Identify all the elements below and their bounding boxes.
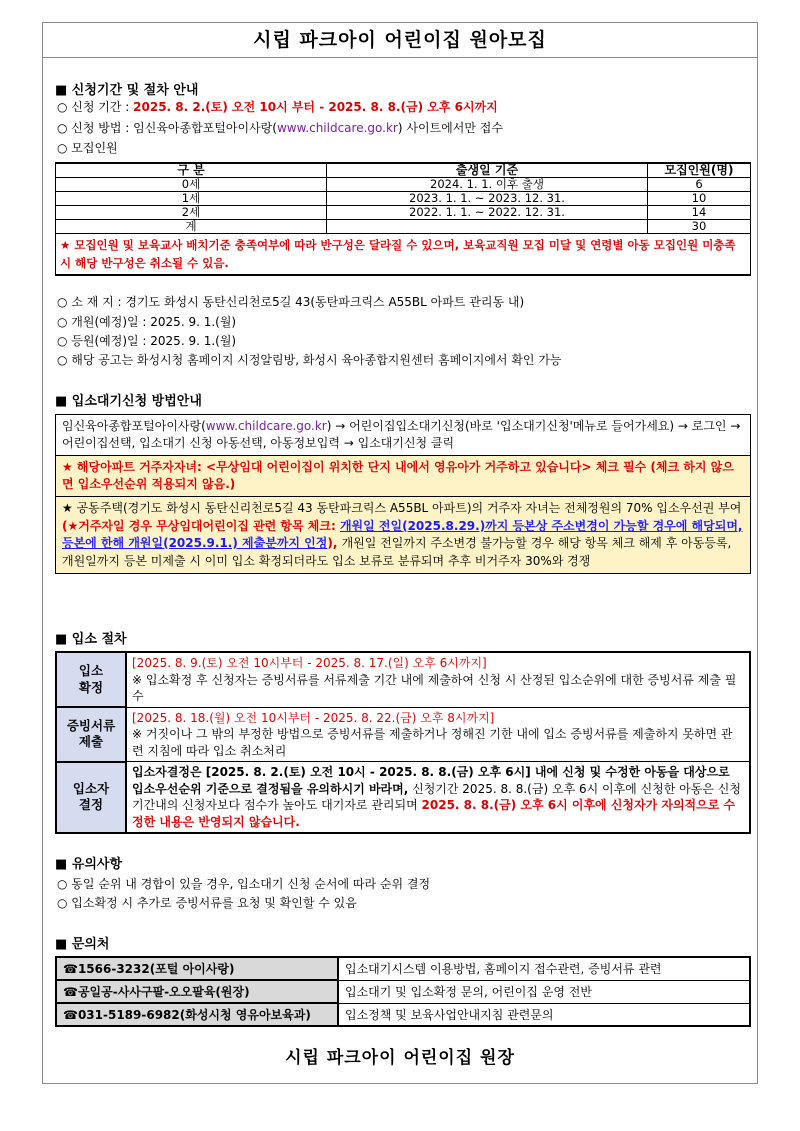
caution-item: ○ 입소확정 시 추가로 증빙서류를 요청 및 확인할 수 있음	[57, 896, 357, 910]
footer-signature: 시립 파크아이 어린이집 원장	[285, 1048, 515, 1068]
header-birthdate: 출생일 기준	[327, 163, 648, 178]
step-rest: ) → 어린이집입소대기신청(바로 '입소대기신청'메뉴로 들어가세요) → 로그인 → 어린이집선택, 입소대기 신청 아동선택, 아동정보입력 → 입소대기신청 클릭	[62, 419, 741, 450]
cell-quota: 14	[648, 206, 751, 220]
step-prefix: 임신육아종합포털아이사랑(	[62, 419, 206, 433]
decision-red: 2025. 8. 8.(금) 오후 6시 이후에 신청자가 자의적으로 수정한 내용은 반영되지 않습니다.	[132, 798, 736, 829]
address-line: ○ 소 재 지 : 경기도 화성시 동탄신리천로5길 43(동탄파크릭스 A55BL 아파트 관리동 내)	[57, 295, 525, 309]
quota-label: ○ 모집인원	[57, 141, 118, 155]
decision-bold: 입소자결정은 [2025. 8. 2.(토) 오전 10시 - 2025. 8. 8.(금) 오후 6시] 내에 신청 및 수정한 아동을 대상으로 입소우선순위 기준으로 결정됨을 유의하시기 바라며,	[132, 765, 730, 796]
cell-birthdate: 2024. 1. 1. 이후 출생	[327, 178, 648, 192]
confirm-desc: ※ 입소확정 후 신청자는 증빙서류를 서류제출 기간 내에 제출하여 신청 시 산정된 입소순위에 대한 증빙서류 제출 필수	[132, 672, 737, 703]
childcare-link[interactable]: www.childcare.go.kr	[276, 121, 398, 135]
cell-total-label: 계	[56, 220, 327, 234]
documents-date: [2025. 8. 18.(월) 오전 10시부터 - 2025. 8. 22.(금) 오후 8시까지]	[132, 710, 495, 725]
documents-desc: ※ 거짓이나 그 밖의 부정한 방법으로 증빙서류를 제출하거나 정해진 기한 내에 입소 증빙서류를 제출하지 못하면 관련 지침에 따라 입소 취소처리	[132, 727, 733, 758]
content-documents	[126, 707, 750, 762]
cell-quota: 10	[648, 192, 751, 206]
notice-page	[42, 22, 758, 1084]
method-tail: ) 사이트에서만 접수	[397, 121, 503, 135]
quota-header-row	[56, 163, 751, 178]
header-category: 구 분	[56, 163, 327, 178]
table-row	[56, 192, 751, 206]
table-row	[56, 178, 751, 192]
label-documents: 증빙서류 제출	[56, 707, 126, 762]
header-quota: 모집인원(명)	[648, 163, 751, 178]
resident-priority-note	[56, 497, 750, 573]
period-value: 2025. 8. 2.(토) 오전 10시 부터 - 2025. 8. 8.(금) 오후 6시까지	[133, 100, 498, 114]
attend-date-line: ○ 등원(예정)일 : 2025. 9. 1.(월)	[57, 334, 237, 348]
quota-table	[55, 162, 751, 276]
priority-tail: 개원일 전일까지 주소변경 불가능할 경우 해당 항목 체크 해제 후 아동등록, 개원일까지 등본 미제출 시 이미 입소 확정되더라도 입소 보류로 분류되며 추후 비거주자 30%와 경쟁	[62, 536, 732, 568]
contact-phone: ☎031-5189-6982(화성시청 영유아보육과)	[56, 1003, 338, 1026]
open-date-line: ○ 개원(예정)일 : 2025. 9. 1.(월)	[57, 315, 237, 329]
contact-phone: ☎공일공-사사구팔-오오팔육(원장)	[56, 980, 338, 1003]
label-decision: 입소자 결정	[56, 762, 126, 834]
decision-plain: 신청기간 2025. 8. 8.(금) 오후 6시 이후에 신청한 아동은 신청기간내의 신청자보다 점수가 높아도 대기자로 관리되며	[132, 781, 741, 812]
contact-table	[55, 956, 751, 1027]
contact-topic: 입소대기시스템 이용방법, 홈페이지 접수관련, 증빙서류 관련	[338, 957, 750, 980]
contact-topic: 입소정책 및 보육사업안내지침 관련문의	[338, 1003, 750, 1026]
section-heading-contact: ■ 문의처	[55, 937, 110, 952]
method-label: ○ 신청 방법 : 임신육아종합포털아이사랑(	[57, 121, 277, 135]
contact-row	[56, 957, 750, 980]
page-title: 시립 파크아이 어린이집 원아모집	[43, 23, 757, 58]
cell-age: 1세	[56, 192, 327, 206]
priority-check-text: (★거주자일 경우 무상임대어린이집 관련 항목 체크:	[62, 518, 340, 533]
waitlist-steps	[56, 415, 750, 456]
table-row	[56, 206, 751, 220]
priority-address-note: 개원일 전일(2025.8.29.)까지 등본상 주소변경이 가능할 경우에 해당되며, 등본에 한해 개원일(2025.9.1.) 제출분까지 인정	[62, 518, 743, 550]
content-decision	[126, 762, 750, 834]
contact-topic: 입소대기 및 입소확정 문의, 어린이집 운영 전반	[338, 980, 750, 1003]
content-confirm	[126, 652, 750, 707]
notice-line: ○ 해당 공고는 화성시청 홈페이지 시정알림방, 화성시 육아종합지원센터 홈페이지에서 확인 가능	[57, 353, 562, 367]
cell-quota: 6	[648, 178, 751, 192]
label-confirm: 입소 확정	[56, 652, 126, 707]
application-period	[57, 98, 498, 115]
procedure-row-decision	[56, 762, 750, 834]
waitlist-box	[55, 414, 751, 574]
cell-empty	[327, 220, 648, 234]
section-heading-waitlist: ■ 입소대기신청 방법안내	[55, 394, 202, 409]
confirm-date: [2025. 8. 9.(토) 오전 10시부터 - 2025. 8. 17.(일) 오후 6시까지]	[132, 656, 487, 670]
caution-item: ○ 동일 순위 내 경합이 있을 경우, 입소대기 신청 순서에 따라 순위 결정	[57, 877, 431, 891]
cell-age: 2세	[56, 206, 327, 220]
procedure-row-documents	[56, 707, 750, 762]
table-row-total	[56, 220, 751, 234]
period-label: ○ 신청 기간 :	[57, 100, 134, 114]
childcare-link-2[interactable]: www.childcare.go.kr	[205, 419, 327, 433]
priority-text: ★ 공동주택(경기도 화성시 동탄신리천로5길 43 동탄파크릭스 A55BL 아파트)의 거주자 자녀는 전체정원의 70% 입소우선권 부여	[62, 501, 742, 515]
procedure-row-confirm	[56, 652, 750, 707]
application-method	[57, 119, 503, 136]
priority-close: ),	[327, 536, 342, 550]
contact-phone: ☎1566-3232(포털 아이사랑)	[56, 957, 338, 980]
procedure-table	[55, 651, 751, 834]
cell-total-quota: 30	[648, 220, 751, 234]
cell-birthdate: 2022. 1. 1. ~ 2022. 12. 31.	[327, 206, 648, 220]
section-heading-application: ■ 신청기간 및 절차 안내	[55, 83, 199, 98]
contact-row	[56, 980, 750, 1003]
quota-note-row	[56, 234, 751, 276]
quota-note: ★ 모집인원 및 보육교사 배치기준 충족여부에 따라 반구성은 달라질 수 있으며, 보육교직원 모집 미달 및 연령별 아동 모집인원 미충족시 해당 반구성은 취소될 수 있음.	[56, 234, 751, 276]
section-heading-procedure: ■ 입소 절차	[55, 632, 127, 647]
cell-birthdate: 2023. 1. 1. ~ 2023. 12. 31.	[327, 192, 648, 206]
section-heading-cautions: ■ 유의사항	[55, 857, 123, 872]
contact-row	[56, 1003, 750, 1026]
cell-age: 0세	[56, 178, 327, 192]
resident-check-warning: ★ 해당아파트 거주자자녀: <무상임대 어린이집이 위치한 단지 내에서 영유아가 거주하고 있습니다> 체크 필수 (체크 하지 않으면 입소우선순위 적용되지 않음.)	[56, 456, 750, 497]
